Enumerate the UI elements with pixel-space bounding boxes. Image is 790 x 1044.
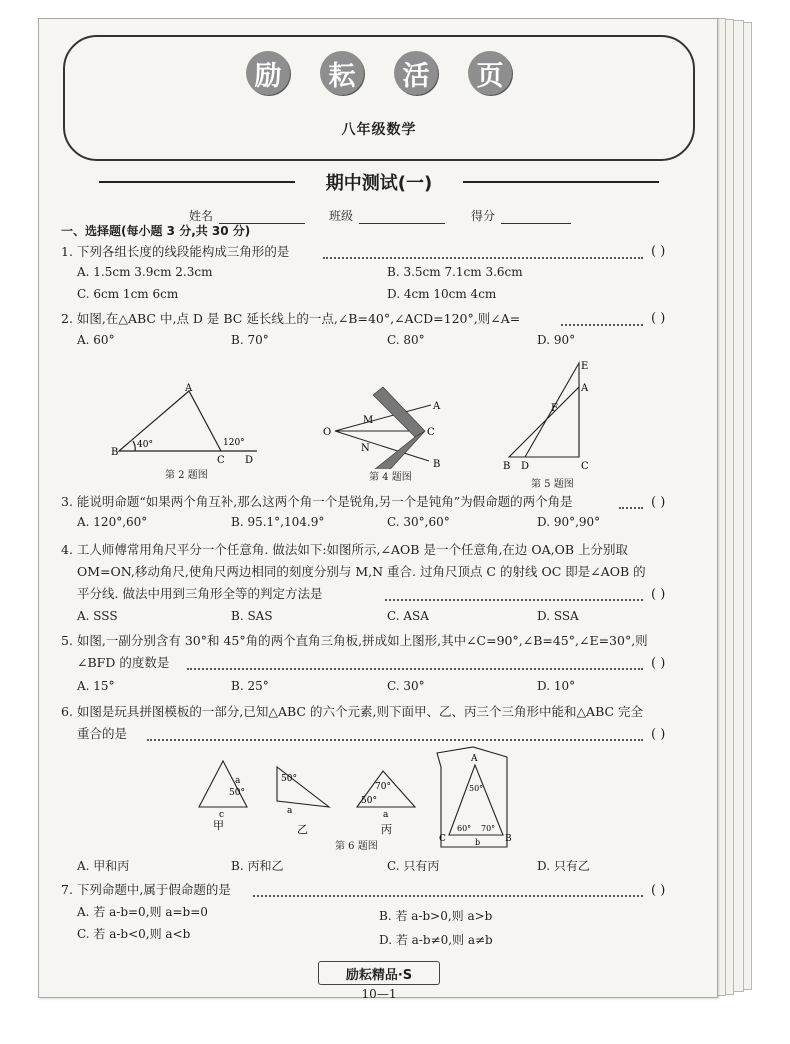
- q4-option-a[interactable]: A. SSS: [77, 609, 118, 623]
- fig6-label-yi: 乙: [297, 823, 308, 836]
- fig2-angle-arc: [133, 441, 135, 451]
- q1-stem: 1. 下列各组长度的线段能构成三角形的是: [61, 244, 290, 259]
- dot-leader: [323, 247, 643, 259]
- fig6-abc-angle-60: 60°: [457, 824, 472, 833]
- fig4-square-arm-2: [375, 431, 425, 469]
- dot-leader: [619, 497, 643, 509]
- fig5-label-f: F: [551, 403, 558, 414]
- fig6-jia-side-a: a: [235, 776, 241, 786]
- fig6-jia-side-c: c: [219, 810, 225, 820]
- footer-brand-badge: 励耘精品·S: [318, 961, 440, 985]
- fig4-label-a: A: [433, 401, 441, 412]
- q4-stem-line1: 4. 工人师傅常用角尺平分一个任意角. 做法如下:如图所示,∠AOB 是一个任意角,在边 OA,OB 上分别取: [61, 542, 629, 557]
- answer-paren[interactable]: ( ): [651, 311, 666, 326]
- dot-leader: [385, 589, 643, 601]
- answer-paren[interactable]: ( ): [651, 587, 666, 602]
- fig6-label-jia: 甲: [213, 819, 224, 832]
- figure-5: [499, 359, 599, 473]
- fig4-caption: 第 4 题图: [369, 472, 412, 483]
- q5-stem-line2: ∠BFD 的度数是: [77, 655, 170, 670]
- q7-option-c[interactable]: C. 若 a-b<0,则 a<b: [77, 927, 191, 941]
- fig2-label-b: B: [111, 447, 119, 458]
- fig2-caption: 第 2 题图: [165, 470, 208, 481]
- fig6-yi-angle: 50°: [281, 774, 297, 784]
- answer-paren[interactable]: ( ): [651, 495, 666, 510]
- q2-option-d[interactable]: D. 90°: [537, 333, 576, 347]
- q4-option-b[interactable]: B. SAS: [231, 609, 273, 623]
- worksheet-page: [38, 18, 718, 1001]
- q5-option-a[interactable]: A. 15°: [77, 679, 115, 693]
- q5-option-c[interactable]: C. 30°: [387, 679, 425, 693]
- class-blank[interactable]: [359, 223, 445, 224]
- fig5-label-b: B: [503, 461, 511, 472]
- fig5-caption: 第 5 题图: [531, 479, 574, 490]
- grade-subject: 八年级数学: [341, 122, 417, 138]
- q6-option-a[interactable]: A. 甲和丙: [77, 859, 130, 873]
- class-field[interactable]: [329, 207, 445, 224]
- q4-option-d[interactable]: D. SSA: [537, 609, 579, 623]
- q6-option-b[interactable]: B. 丙和乙: [231, 859, 284, 873]
- q2-option-c[interactable]: C. 80°: [387, 333, 425, 347]
- fig4-label-m: M: [363, 415, 374, 426]
- q2-stem: 2. 如图,在△ABC 中,点 D 是 BC 延长线上的一点,∠B=40°,∠ACD=120°,则∠A=: [61, 311, 521, 326]
- fig2-label-d: D: [245, 455, 254, 465]
- title-row: [65, 51, 693, 95]
- fig6-abc-angle-70: 70°: [481, 824, 496, 833]
- fig2-angle-b: 40°: [137, 440, 153, 450]
- fig6-bing-angle-70: 70°: [375, 782, 391, 792]
- fig6-bing-side-a: a: [383, 810, 389, 820]
- q2-option-b[interactable]: B. 70°: [231, 333, 269, 347]
- answer-paren[interactable]: ( ): [651, 656, 666, 671]
- fig2-label-a: A: [185, 383, 193, 394]
- fig4-label-c: C: [427, 427, 435, 438]
- q6-option-d[interactable]: D. 只有乙: [537, 859, 590, 873]
- fig4-label-b: B: [433, 459, 441, 469]
- fig6-triangle-yi: [277, 767, 329, 807]
- q1-option-d[interactable]: D. 4cm 10cm 4cm: [387, 287, 497, 301]
- dot-leader: [561, 314, 643, 326]
- q7-stem: 7. 下列命题中,属于假命题的是: [61, 882, 231, 897]
- q4-option-c[interactable]: C. ASA: [387, 609, 429, 623]
- class-label: 班级: [329, 209, 354, 223]
- fig2-triangle: [119, 391, 221, 451]
- title-char: 页: [468, 51, 512, 95]
- fig5-triangle-45: [509, 387, 579, 457]
- fig2-label-c: C: [217, 455, 225, 465]
- q7-option-a[interactable]: A. 若 a-b=0,则 a=b=0: [77, 905, 208, 919]
- section-heading: 一、选择题(每小题 3 分,共 30 分): [61, 224, 251, 238]
- title-char: 耘: [320, 51, 364, 95]
- q1-option-a[interactable]: A. 1.5cm 3.9cm 2.3cm: [77, 265, 213, 279]
- score-field[interactable]: [471, 207, 571, 224]
- q1-option-b[interactable]: B. 3.5cm 7.1cm 3.6cm: [387, 265, 523, 279]
- fig5-label-a: A: [581, 383, 589, 394]
- q1-option-c[interactable]: C. 6cm 1cm 6cm: [77, 287, 179, 301]
- q3-option-b[interactable]: B. 95.1°,104.9°: [231, 515, 325, 529]
- fig4-square-arm-1: [373, 387, 425, 437]
- answer-paren[interactable]: ( ): [651, 727, 666, 742]
- q7-option-b[interactable]: B. 若 a-b>0,则 a>b: [379, 909, 493, 923]
- q6-stem-line2: 重合的是: [77, 726, 128, 741]
- name-label: 姓名: [189, 209, 214, 223]
- q7-option-d[interactable]: D. 若 a-b≠0,则 a≠b: [379, 933, 493, 947]
- fig6-yi-side-a: a: [287, 806, 293, 816]
- dot-leader: [187, 658, 643, 670]
- q3-option-a[interactable]: A. 120°,60°: [77, 515, 148, 529]
- score-label: 得分: [471, 209, 496, 223]
- q3-option-d[interactable]: D. 90°,90°: [537, 515, 601, 529]
- fig6-label-c: C: [439, 834, 446, 844]
- fig6-caption: 第 6 题图: [335, 841, 378, 852]
- q5-option-d[interactable]: D. 10°: [537, 679, 576, 693]
- q3-option-c[interactable]: C. 30°,60°: [387, 515, 450, 529]
- q4-stem-line2: OM=ON,移动角尺,使角尺两边相同的刻度分别与 M,N 重合. 过角尺顶点 C 的射线 OC 即是∠AOB 的: [77, 564, 646, 579]
- test-title-row: [99, 169, 659, 193]
- answer-paren[interactable]: ( ): [651, 244, 666, 259]
- q5-option-b[interactable]: B. 25°: [231, 679, 269, 693]
- fig4-label-n: N: [361, 443, 370, 454]
- dot-leader: [253, 885, 643, 897]
- fig6-label-b: B: [505, 834, 512, 844]
- figure-2: [109, 381, 269, 465]
- fig5-label-d: D: [521, 461, 530, 472]
- figure-4: [321, 379, 441, 469]
- title-char: 励: [246, 51, 290, 95]
- title-banner: [63, 35, 695, 161]
- answer-paren[interactable]: ( ): [651, 883, 666, 898]
- dot-leader: [147, 729, 643, 741]
- fig6-label-a: A: [471, 754, 478, 764]
- fig4-label-o: O: [323, 427, 332, 438]
- q4-stem-line3: 平分线. 做法中用到三角形全等的判定方法是: [77, 586, 323, 601]
- fig5-label-c: C: [581, 461, 589, 472]
- fig5-label-e: E: [581, 361, 589, 372]
- fig6-abc-angle-50: 50°: [469, 784, 484, 793]
- q6-stem-line1: 6. 如图是玩具拼图模板的一部分,已知△ABC 的六个元素,则下面甲、乙、丙三个三角形中能和△ABC 完全: [61, 704, 644, 719]
- q6-option-c[interactable]: C. 只有丙: [387, 859, 440, 873]
- fig6-abc-side-b: b: [475, 838, 481, 847]
- title-char: 活: [394, 51, 438, 95]
- fig2-angle-acd: 120°: [223, 438, 245, 448]
- fig6-jia-angle: 50°: [229, 788, 245, 798]
- fig6-label-bing: 丙: [381, 823, 392, 836]
- q3-stem: 3. 能说明命题“如果两个角互补,那么这两个角一个是锐角,另一个是钝角”为假命题的两个角是: [61, 494, 573, 509]
- page-number: 10—1: [361, 987, 397, 1001]
- test-title: 期中测试(一): [325, 173, 433, 194]
- fig6-bing-angle-50: 50°: [361, 796, 377, 806]
- q2-option-a[interactable]: A. 60°: [77, 333, 115, 347]
- score-blank[interactable]: [501, 223, 571, 224]
- q5-stem-line1: 5. 如图,一副分别含有 30°和 45°角的两个直角三角板,拼成如上图形,其中∠C=90°,∠B=45°,∠E=30°,则: [61, 633, 648, 648]
